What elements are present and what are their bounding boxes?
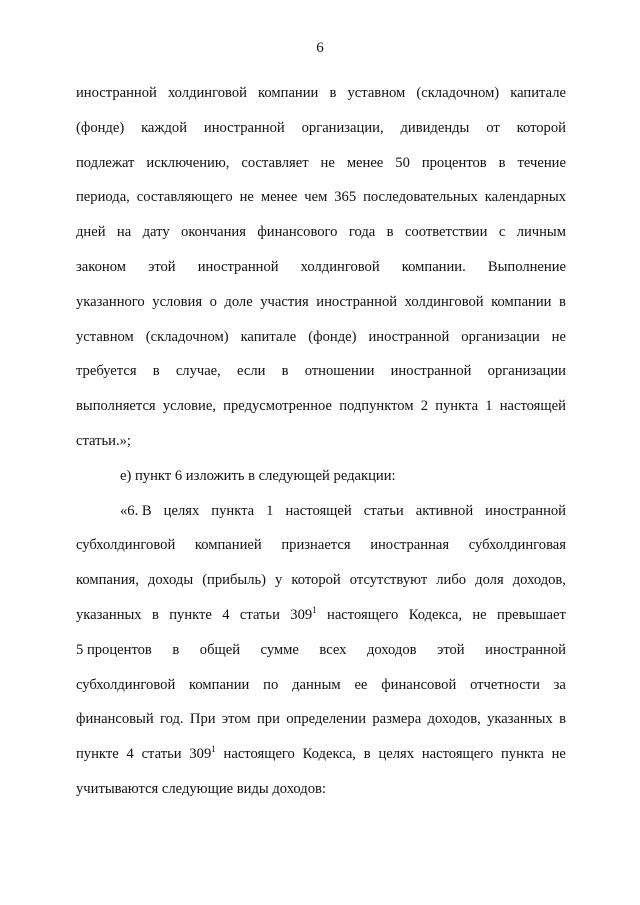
document-body: [76, 76, 566, 807]
word: иностранной: [316, 293, 398, 310]
word: доходов,: [512, 572, 566, 589]
word: год.: [160, 711, 184, 728]
word: финансовой: [381, 676, 457, 693]
word: доходов: [366, 641, 417, 658]
word: по: [263, 676, 279, 693]
word: в: [281, 363, 289, 380]
word: 5 процентов: [76, 641, 152, 658]
word: доходов,: [427, 711, 481, 728]
word: Кодекса,: [302, 746, 356, 763]
word: настоящего: [421, 746, 494, 763]
word: (складочном): [145, 328, 229, 345]
word: в: [151, 606, 159, 623]
word: организации,: [301, 119, 384, 136]
word: субхолдинговой: [76, 537, 176, 554]
word: составляющего: [136, 189, 233, 206]
word: целях: [378, 746, 415, 763]
word: определении: [286, 711, 367, 728]
word: у: [275, 572, 283, 589]
word: иностранной: [390, 363, 472, 380]
word: если: [237, 363, 266, 380]
article-number: [290, 598, 316, 633]
word: не: [472, 606, 487, 623]
word: соответствии: [404, 224, 488, 241]
word: финансовый: [76, 711, 154, 728]
word: доходы: [147, 572, 194, 589]
word: При: [189, 711, 216, 728]
word: этом: [221, 711, 251, 728]
word: подпунктом: [339, 398, 414, 415]
word: в: [363, 746, 371, 763]
word: уставном: [76, 328, 134, 345]
word: (складочном): [416, 85, 500, 101]
word: календарных: [484, 189, 566, 206]
word: всех: [319, 641, 347, 658]
word: холдинговой: [300, 258, 380, 275]
word: случае,: [175, 363, 221, 380]
word: иностранной: [485, 641, 566, 658]
text-line: [76, 320, 566, 355]
word: компания,: [76, 572, 139, 589]
word: в: [498, 154, 506, 171]
word: за: [553, 676, 566, 693]
word: Кодекса,: [408, 606, 462, 623]
word: указанных: [487, 711, 553, 728]
word: исключению,: [146, 154, 230, 171]
word: пункте: [76, 746, 119, 763]
word: финансового: [257, 224, 338, 241]
word: в: [172, 641, 180, 658]
word: этой: [437, 641, 465, 658]
word: этой: [148, 258, 176, 275]
word: процентов: [421, 154, 487, 171]
word: настоящей: [499, 398, 566, 415]
word: 1: [485, 398, 493, 415]
word: либо: [436, 572, 467, 589]
word: ее: [354, 676, 368, 693]
word: холдинговой: [167, 85, 247, 101]
text-line: [76, 215, 566, 250]
word: компании: [491, 293, 552, 310]
text-line: [76, 737, 566, 772]
word: компании.: [401, 258, 466, 275]
word: указанных: [76, 606, 142, 623]
word: иностранной: [203, 119, 285, 136]
word: года: [348, 224, 376, 241]
text-line: [76, 598, 566, 633]
word: чем: [304, 189, 328, 206]
word: капитале: [510, 85, 566, 101]
word: субхолдинговой: [76, 676, 176, 693]
word: дивиденды: [400, 119, 470, 136]
word: участия: [260, 293, 309, 310]
word: статьи: [363, 502, 404, 519]
word: иностранной: [76, 85, 157, 101]
page-number: 6: [316, 40, 324, 56]
word: с: [498, 224, 506, 241]
word: активной: [415, 502, 474, 519]
text-line: [76, 285, 566, 320]
word: отношении: [304, 363, 375, 380]
word: в: [152, 363, 160, 380]
word: признается: [281, 537, 351, 554]
text-line: [76, 563, 566, 598]
word: не: [551, 328, 566, 345]
word: организации: [487, 363, 566, 380]
article-number: [189, 737, 215, 772]
word: пункте: [169, 606, 212, 623]
word: организации: [461, 328, 540, 345]
word: холдинговой: [404, 293, 484, 310]
word: пункта: [500, 746, 544, 763]
word: 50: [395, 154, 410, 171]
word: отсутствуют: [349, 572, 428, 589]
text-line: [76, 528, 566, 563]
text-line: [76, 250, 566, 285]
word: требуется: [76, 363, 137, 380]
text-line: [76, 180, 566, 215]
word: подлежат: [76, 154, 135, 171]
text-line: статьи.»;: [76, 432, 131, 449]
word: размера: [372, 711, 422, 728]
superscript: 1: [312, 604, 317, 615]
word: не: [320, 154, 335, 171]
word: указанного: [76, 293, 145, 310]
word: каждой: [141, 119, 188, 136]
word: компании: [258, 85, 319, 101]
word: доля: [475, 572, 504, 589]
word: в: [559, 711, 566, 728]
word: статьи: [239, 606, 280, 623]
text-line: [76, 389, 566, 424]
word: течение: [517, 154, 566, 171]
word: в: [559, 293, 566, 310]
word: выполняется: [76, 398, 156, 415]
word: пункта: [435, 398, 479, 415]
word: уставном: [347, 85, 406, 101]
word: статьи: [141, 746, 182, 763]
word: иностранная: [370, 537, 450, 554]
word: 4: [222, 606, 230, 623]
word: компанией: [194, 537, 262, 554]
text-line: [76, 111, 566, 146]
word: сумме: [260, 641, 299, 658]
text-line: [76, 633, 566, 668]
word: составляет: [241, 154, 309, 171]
text-line: [76, 354, 566, 389]
word: которой: [291, 572, 341, 589]
text-line: [76, 76, 566, 111]
paragraph-heading: е) пункт 6 изложить в следующей редакции:: [120, 467, 396, 484]
word: иностранной: [368, 328, 450, 345]
text-line: [76, 146, 566, 181]
word: 1: [266, 502, 274, 519]
word: не: [239, 189, 254, 206]
word: в: [329, 85, 337, 101]
word: от: [486, 119, 500, 136]
word: данным: [292, 676, 341, 693]
word: отчетности: [470, 676, 540, 693]
word: 365: [334, 189, 357, 206]
word: менее: [346, 154, 384, 171]
article-number-base: 309: [189, 746, 212, 763]
word: окончания: [181, 224, 246, 241]
word: Выполнение: [487, 258, 566, 275]
word: дней: [76, 224, 106, 241]
word: 2: [420, 398, 429, 415]
word: (фонде): [76, 119, 125, 136]
word: (фонде): [308, 328, 357, 345]
word: иностранной: [197, 258, 279, 275]
word: пункта: [211, 502, 255, 519]
word: условие,: [162, 398, 216, 415]
text-line: [76, 702, 566, 737]
word: «6. В: [120, 502, 152, 519]
word: при: [256, 711, 280, 728]
word: превышает: [497, 606, 566, 623]
word: доле: [224, 293, 253, 310]
word: 4: [126, 746, 134, 763]
word: личным: [516, 224, 566, 241]
word: последовательных: [363, 189, 478, 206]
text-line: [76, 494, 566, 529]
word: предусмотренное: [223, 398, 333, 415]
word: настоящей: [285, 502, 352, 519]
word: иностранной: [485, 502, 566, 519]
article-number-base: 309: [290, 606, 313, 623]
text-line: учитываются следующие виды доходов:: [76, 780, 326, 797]
word: на: [116, 224, 132, 241]
word: которой: [516, 119, 566, 136]
word: дату: [142, 224, 170, 241]
word: (прибыль): [202, 572, 266, 589]
word: компании: [189, 676, 250, 693]
word: общей: [199, 641, 241, 658]
word: о: [209, 293, 217, 310]
word: в: [386, 224, 394, 241]
word: менее: [260, 189, 298, 206]
word: капитале: [240, 328, 297, 345]
word: не: [551, 746, 566, 763]
word: условия: [152, 293, 203, 310]
word: законом: [76, 258, 126, 275]
text-line: [76, 668, 566, 703]
word: периода,: [76, 189, 130, 206]
word: целях: [163, 502, 200, 519]
superscript: 1: [211, 744, 216, 755]
word: настоящего: [327, 606, 399, 623]
word: настоящего: [223, 746, 295, 763]
word: субхолдинговая: [468, 537, 566, 554]
